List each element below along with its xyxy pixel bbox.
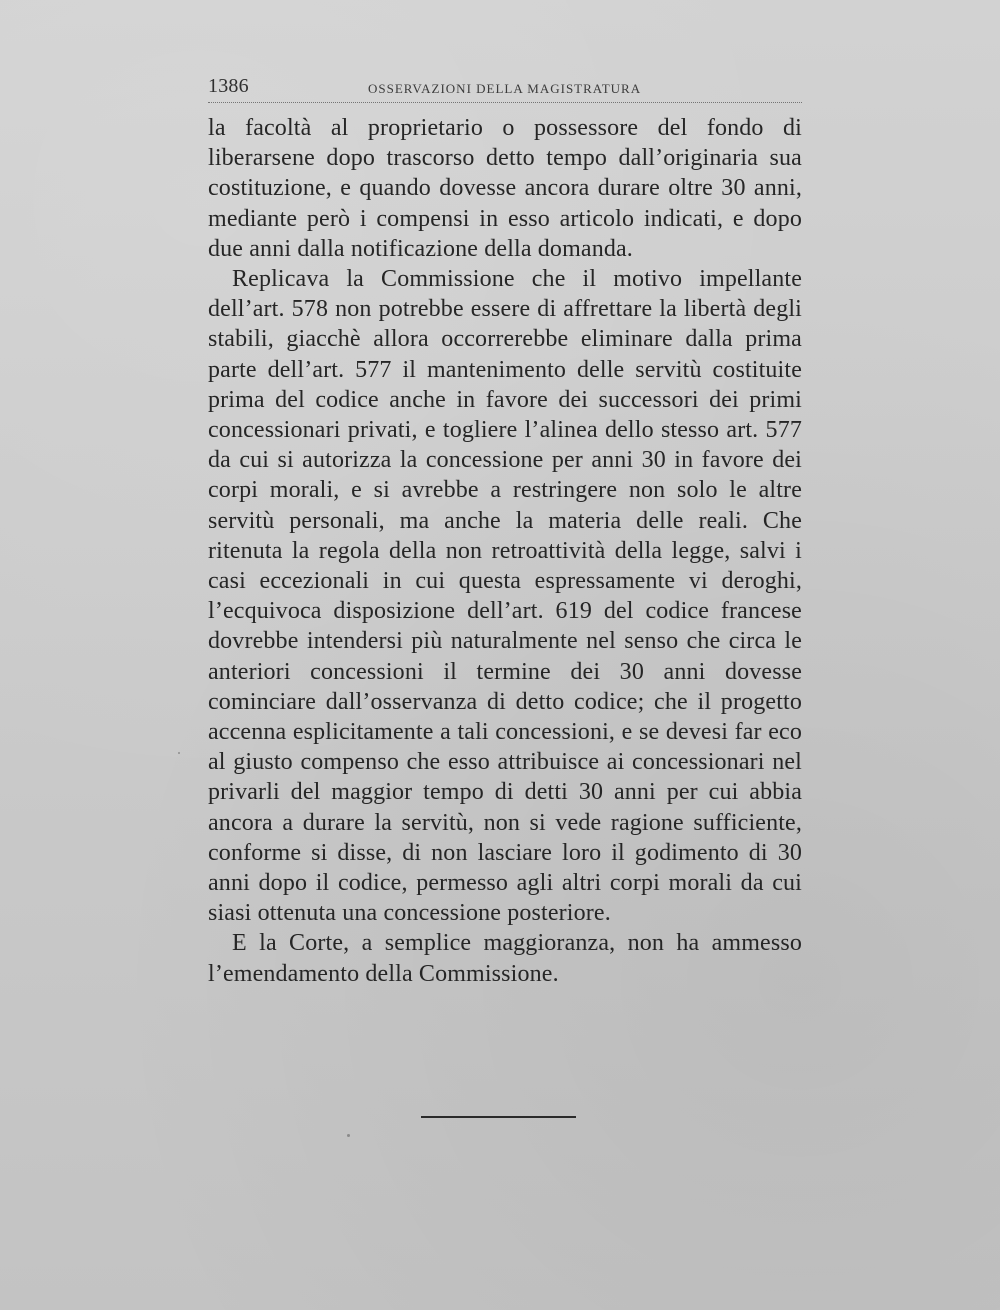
page-header xyxy=(208,72,802,104)
paragraph-1: la facoltà al proprietario o possessore del fondo di liberarsene dopo trascorso detto tempo dall’originaria sua costituzione, e quando dovesse ancora durare oltre 30 anni, mediante però i compensi in esso articolo indicati, e dopo due anni dalla notificazione della domanda. xyxy=(208,115,802,262)
paper-speck xyxy=(347,1134,350,1137)
paragraph-3: E la Corte, a semplice maggioranza, non ha ammesso l’emendamento della Commissione. xyxy=(208,930,802,987)
paper-speck xyxy=(178,752,180,754)
running-title: OSSERVAZIONI DELLA MAGISTRATURA xyxy=(368,81,642,96)
page-number: 1386 xyxy=(208,75,249,97)
body-text xyxy=(208,113,802,989)
paper-speck xyxy=(316,244,318,246)
header-divider xyxy=(208,102,802,103)
closing-rule xyxy=(421,1116,576,1118)
paragraph-2: Replicava la Commissione che il motivo impellante dell’art. 578 non potrebbe essere di affrettare la libertà degli stabili, giacchè allora occorrerebbe eliminare dalla prima parte dell’art. 577 il mantenimento delle servitù costituite prima del codice anche in favore dei successori dei primi concessionari privati, e togliere l’alinea dello stesso art. 577 da cui si autorizza la concessione per anni 30 in favore dei corpi morali, e si avrebbe a restringere non solo le altre servitù personali, ma anche la materia delle reali. Che ritenuta la regola della non retroattività della legge, salvi i casi eccezionali in cui questa espressamente vi deroghi, l’ecquivoca disposizione dell’art. 619 del codice francese dovrebbe intendersi più naturalmente nel senso che circa le anteriori concessioni il termine dei 30 anni dovesse cominciare dall’osservanza di detto codice; che il progetto accenna esplicitamente a tali concessioni, e se devesi far eco al giusto compenso che esso attribuisce ai concessionari nel privarli del maggior tempo di detti 30 anni per cui abbia ancora a durare la servitù, non si vede ragione sufficiente, conforme si disse, di non lasciare loro il godimento di 30 anni dopo il codice, permesso agli altri corpi morali da cui siasi ottenuta una concessione posteriore. xyxy=(208,266,802,927)
